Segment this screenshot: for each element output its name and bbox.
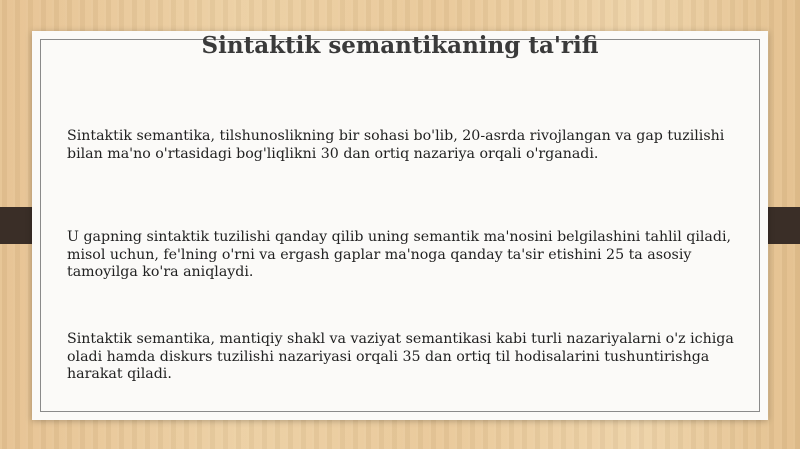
paragraph-3: Sintaktik semantika, mantiqiy shakl va vaziyat semantikasi kabi turli nazariyalarni o'z ichiga oladi hamda diskurs tuzilishi nazariyasi orqali 35 dan ortiq til hodisalarini tushuntirishga harakat qiladi. [67,331,734,382]
paragraph-2: U gapning sintaktik tuzilishi qanday qilib uning semantik ma'nosini belgilashini tahlil qiladi, misol uchun, fe'lning o'rni va ergash gaplar ma'noga qanday ta'sir etishini 25 ta asosiy tamoyilga ko'ra aniqlaydi. [67,229,732,280]
paragraph-1: Sintaktik semantika, tilshunoslikning bir sohasi bo'lib, 20-asrda rivojlangan va gap tuzilishi bilan ma'no o'rtasidagi bog'liqlikni 30 dan ortiq nazariya orqali o'rganadi. [67,128,725,162]
slide-title: Sintaktik semantikaning ta'rifi [201,32,599,59]
